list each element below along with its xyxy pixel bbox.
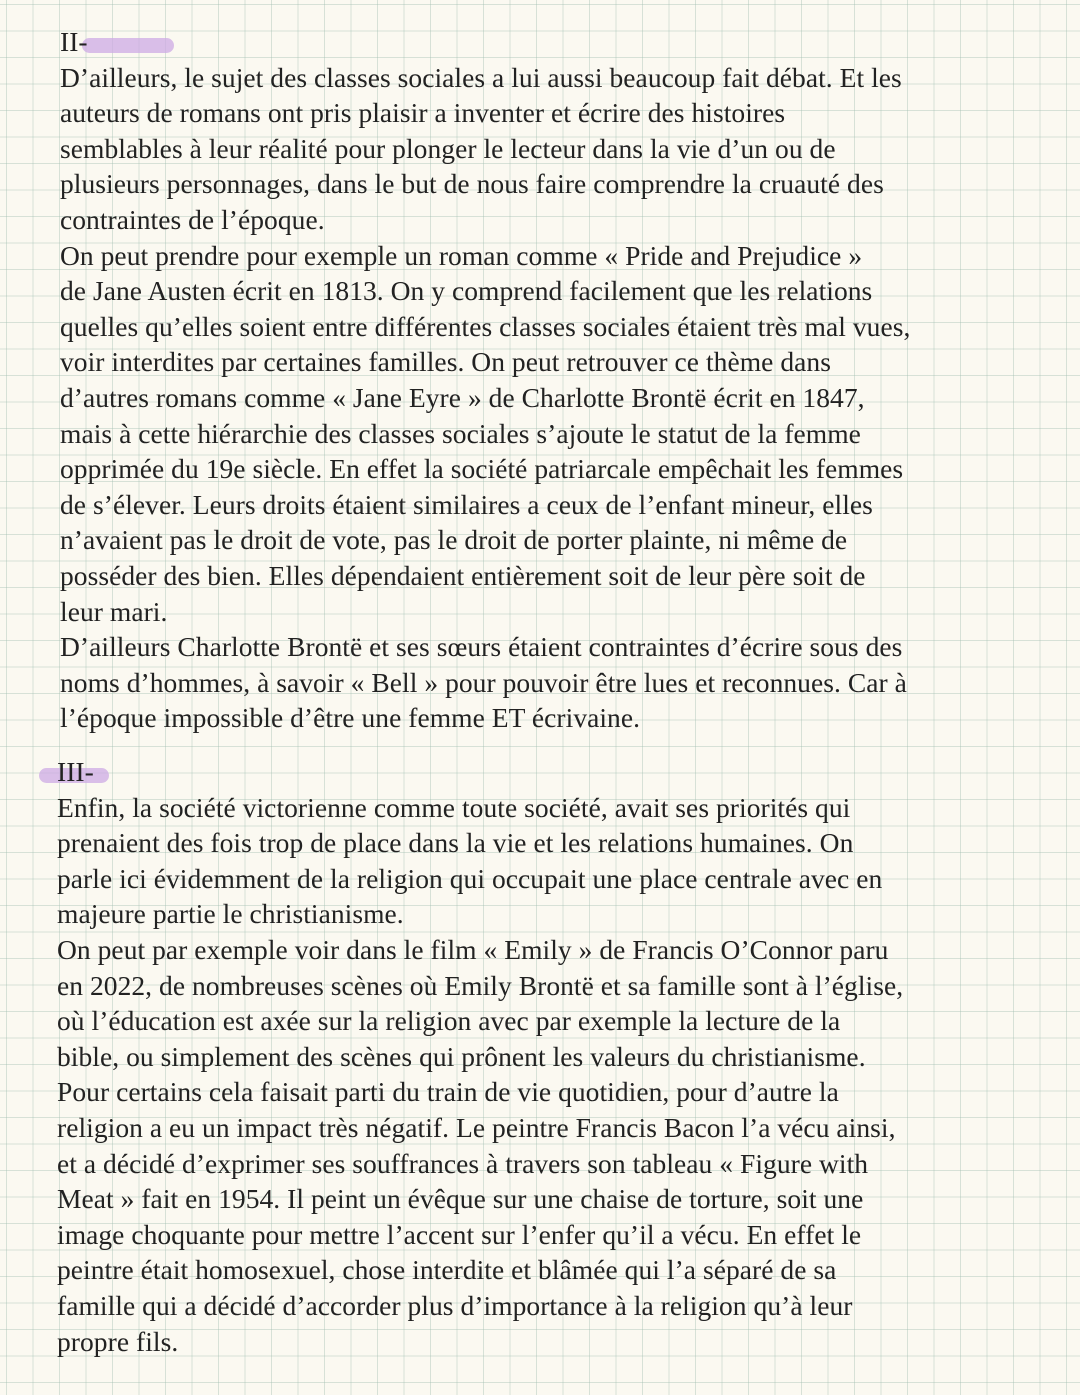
section-heading-text: II- xyxy=(60,26,88,57)
text-line: D’ailleurs, le sujet des classes sociales a lui aussi beaucoup fait débat. Et les xyxy=(60,61,902,93)
text-line: auteurs de romans ont pris plaisir a inventer et écrire des histoires xyxy=(60,97,786,129)
text-line: semblables à leur réalité pour plonger le lecteur dans la vie d’un ou de xyxy=(60,132,836,164)
text-line: noms d’hommes, à savoir « Bell » pour pouvoir être lues et reconnues. Car à xyxy=(60,666,907,698)
text-line: de s’élever. Leurs droits étaient similaires a ceux de l’enfant mineur, elles xyxy=(60,488,873,520)
text-line: mais à cette hiérarchie des classes sociales s’ajoute le statut de la femme xyxy=(60,417,861,449)
text-line: image choquante pour mettre l’accent sur l’enfer qu’il a vécu. En effet le xyxy=(57,1218,862,1250)
section-ii xyxy=(60,24,910,736)
text-line: religion a eu un impact très négatif. Le peintre Francis Bacon l’a vécu ainsi, xyxy=(57,1111,896,1143)
section-iii xyxy=(57,754,903,1359)
text-line: d’autres romans comme « Jane Eyre » de Charlotte Brontë écrit en 1847, xyxy=(60,381,865,413)
text-line: leur mari. xyxy=(60,595,168,627)
text-line: peintre était homosexuel, chose interdite et blâmée qui l’a séparé de sa xyxy=(57,1254,837,1286)
paragraph xyxy=(60,629,910,736)
text-line: famille qui a décidé d’accorder plus d’importance à la religion qu’à leur xyxy=(57,1289,853,1321)
text-line: Meat » fait en 1954. Il peint un évêque sur une chaise de torture, soit une xyxy=(57,1183,864,1215)
text-line: parle ici évidemment de la religion qui occupait une place centrale avec en xyxy=(57,862,883,894)
paragraph xyxy=(57,932,903,1359)
text-line: majeure partie le christianisme. xyxy=(57,898,404,930)
text-line: voir interdites par certaines familles. On peut retrouver ce thème dans xyxy=(60,346,831,378)
section-heading-text: III- xyxy=(57,756,94,787)
text-line: Pour certains cela faisait parti du train de vie quotidien, pour d’autre la xyxy=(57,1076,839,1108)
text-line: opprimée du 19e siècle. En effet la société patriarcale empêchait les femmes xyxy=(60,453,904,485)
text-line: D’ailleurs Charlotte Brontë et ses sœurs étaient contraintes d’écrire sous des xyxy=(60,631,903,663)
text-line: quelles qu’elles soient entre différentes classes sociales étaient très mal vues, xyxy=(60,310,911,342)
text-line: n’avaient pas le droit de vote, pas le droit de porter plainte, ni même de xyxy=(60,524,848,556)
text-line: prenaient des fois trop de place dans la vie et les relations humaines. On xyxy=(57,827,854,859)
text-line: où l’éducation est axée sur la religion avec par exemple la lecture de la xyxy=(57,1005,841,1037)
text-line: bible, ou simplement des scènes qui prônent les valeurs du christianisme. xyxy=(57,1040,866,1072)
text-line: l’époque impossible d’être une femme ET écrivaine. xyxy=(60,702,641,734)
text-line: plusieurs personnages, dans le but de nous faire comprendre la cruauté des xyxy=(60,168,884,200)
text-line: de Jane Austen écrit en 1813. On y comprend facilement que les relations xyxy=(60,275,873,307)
paragraph xyxy=(57,790,903,932)
paragraph xyxy=(60,238,910,630)
text-line: On peut prendre pour exemple un roman comme « Pride and Prejudice » xyxy=(60,239,863,271)
text-line: On peut par exemple voir dans le film « Emily » de Francis O’Connor paru xyxy=(57,933,889,965)
section-heading xyxy=(57,754,94,790)
text-line: en 2022, de nombreuses scènes où Emily Brontë et sa famille sont à l’église, xyxy=(57,969,904,1001)
text-line: et a décidé d’exprimer ses souffrances à travers son tableau « Figure with xyxy=(57,1147,869,1179)
highlighter-mark xyxy=(82,38,174,53)
text-line: propre fils. xyxy=(57,1325,179,1357)
text-line: contraintes de l’époque. xyxy=(60,203,325,235)
text-line: Enfin, la société victorienne comme toute société, avait ses priorités qui xyxy=(57,791,851,823)
paragraph xyxy=(60,60,910,238)
text-line: posséder des bien. Elles dépendaient entièrement soit de leur père soit de xyxy=(60,559,866,591)
section-heading xyxy=(60,24,88,60)
